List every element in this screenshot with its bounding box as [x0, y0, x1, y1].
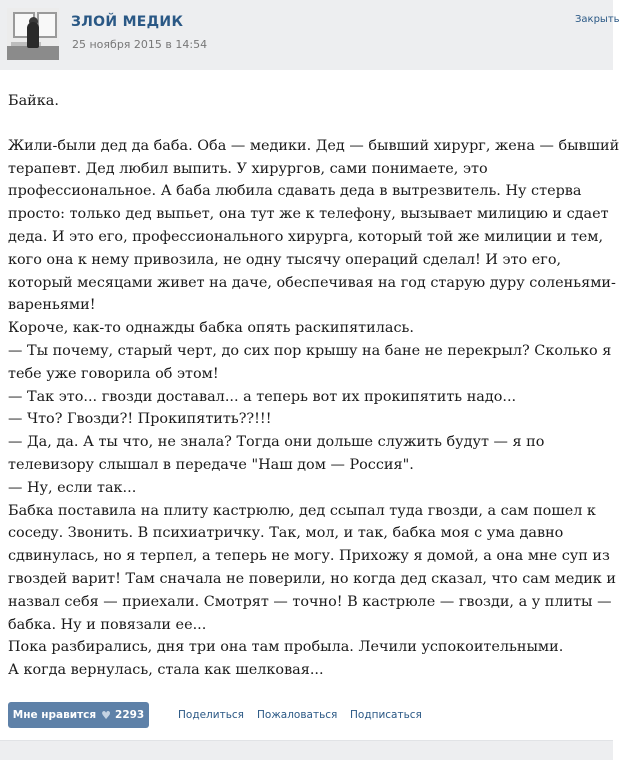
footer-bar [0, 740, 613, 760]
post-body [8, 90, 620, 682]
post-line: — Что? Гвозди?! Прокипятить??!!! [8, 411, 272, 428]
close-button[interactable]: Закрыть [575, 14, 620, 25]
post-line: кого она к нему привозила, не одну тысячу операций сделал! И это его, [8, 251, 562, 268]
post-line: гвоздей варит! Там сначала не поверили, но когда дед сказал, что сам медик и [8, 570, 616, 587]
like-label: Мне нравится [12, 709, 97, 721]
like-button[interactable] [8, 702, 149, 728]
post-line: который месяцами живет на даче, обеспечивая на год старую дуру соленьями- [8, 274, 616, 291]
post-line: Бабка поставила на плиту кастрюлю, дед ссыпал туда гвозди, а сам пошел к [8, 502, 596, 519]
post-line: Короче, как-то однажды бабка опять раскипятилась. [8, 320, 414, 337]
post-line: соседу. Звонить. В психиатричку. Так, мол, и так, бабка моя с ума давно [8, 525, 564, 542]
subscribe-link[interactable]: Подписаться [350, 709, 422, 721]
post-line: деда. И это его, профессионального хирурга, который той же милиции и тем, [8, 228, 604, 245]
post-line: сдвинулась, но я терпел, а теперь не могу. Прихожу я домой, а она мне суп из [8, 548, 610, 565]
post-line: — Да, да. А ты что, не знала? Тогда они дольше служить будут — я по [8, 434, 545, 451]
post-line: Жили-были дед да баба. Оба — медики. Дед — бывший хирург, жена — бывший [8, 137, 620, 154]
post-line: А когда вернулась, стала как шелковая... [8, 662, 324, 679]
report-link[interactable]: Пожаловаться [257, 709, 338, 721]
post-line: просто: только дед выпьет, она тут же к телефону, вызывает милицию и сдает [8, 206, 609, 223]
post-line: — Так это... гвозди доставал... а теперь вот их прокипятить надо... [8, 388, 517, 405]
post-line: бабка. Ну и повязали ее... [8, 616, 207, 633]
post-line: телевизору слышал в передаче "Наш дом — Россия". [8, 456, 414, 473]
post-line: — Ты почему, старый черт, до сих пор крышу на бане не перекрыл? Сколько я [8, 342, 612, 359]
like-count: 2293 [115, 709, 145, 721]
heart-icon: ♥ [101, 708, 112, 722]
post-date[interactable]: 25 ноября 2015 в 14:54 [72, 38, 208, 51]
post-line: Пока разбирались, дня три она там пробыла. Лечили успокоительными. [8, 639, 564, 656]
post-line: назвал себя — приехали. Смотрят — точно! В кастрюле — гвозди, а у плиты — [8, 593, 612, 610]
post-text [8, 135, 620, 682]
post-line: терапевт. Дед любил выпить. У хирургов, сами понимаете, это [8, 160, 488, 177]
share-link[interactable]: Поделиться [178, 709, 244, 721]
post-title: Байка. [8, 93, 59, 109]
post-line: — Ну, если так... [8, 479, 137, 496]
post-header [0, 0, 620, 70]
post-line: профессиональное. А баба любила сдавать деда в вытрезвитель. Ну стерва [8, 183, 582, 200]
author-name[interactable]: ЗЛОЙ МЕДИК [71, 14, 184, 30]
avatar[interactable] [7, 8, 59, 60]
post-line: тебе уже говорила об этом! [8, 365, 219, 382]
post-line: вареньями! [8, 297, 96, 314]
